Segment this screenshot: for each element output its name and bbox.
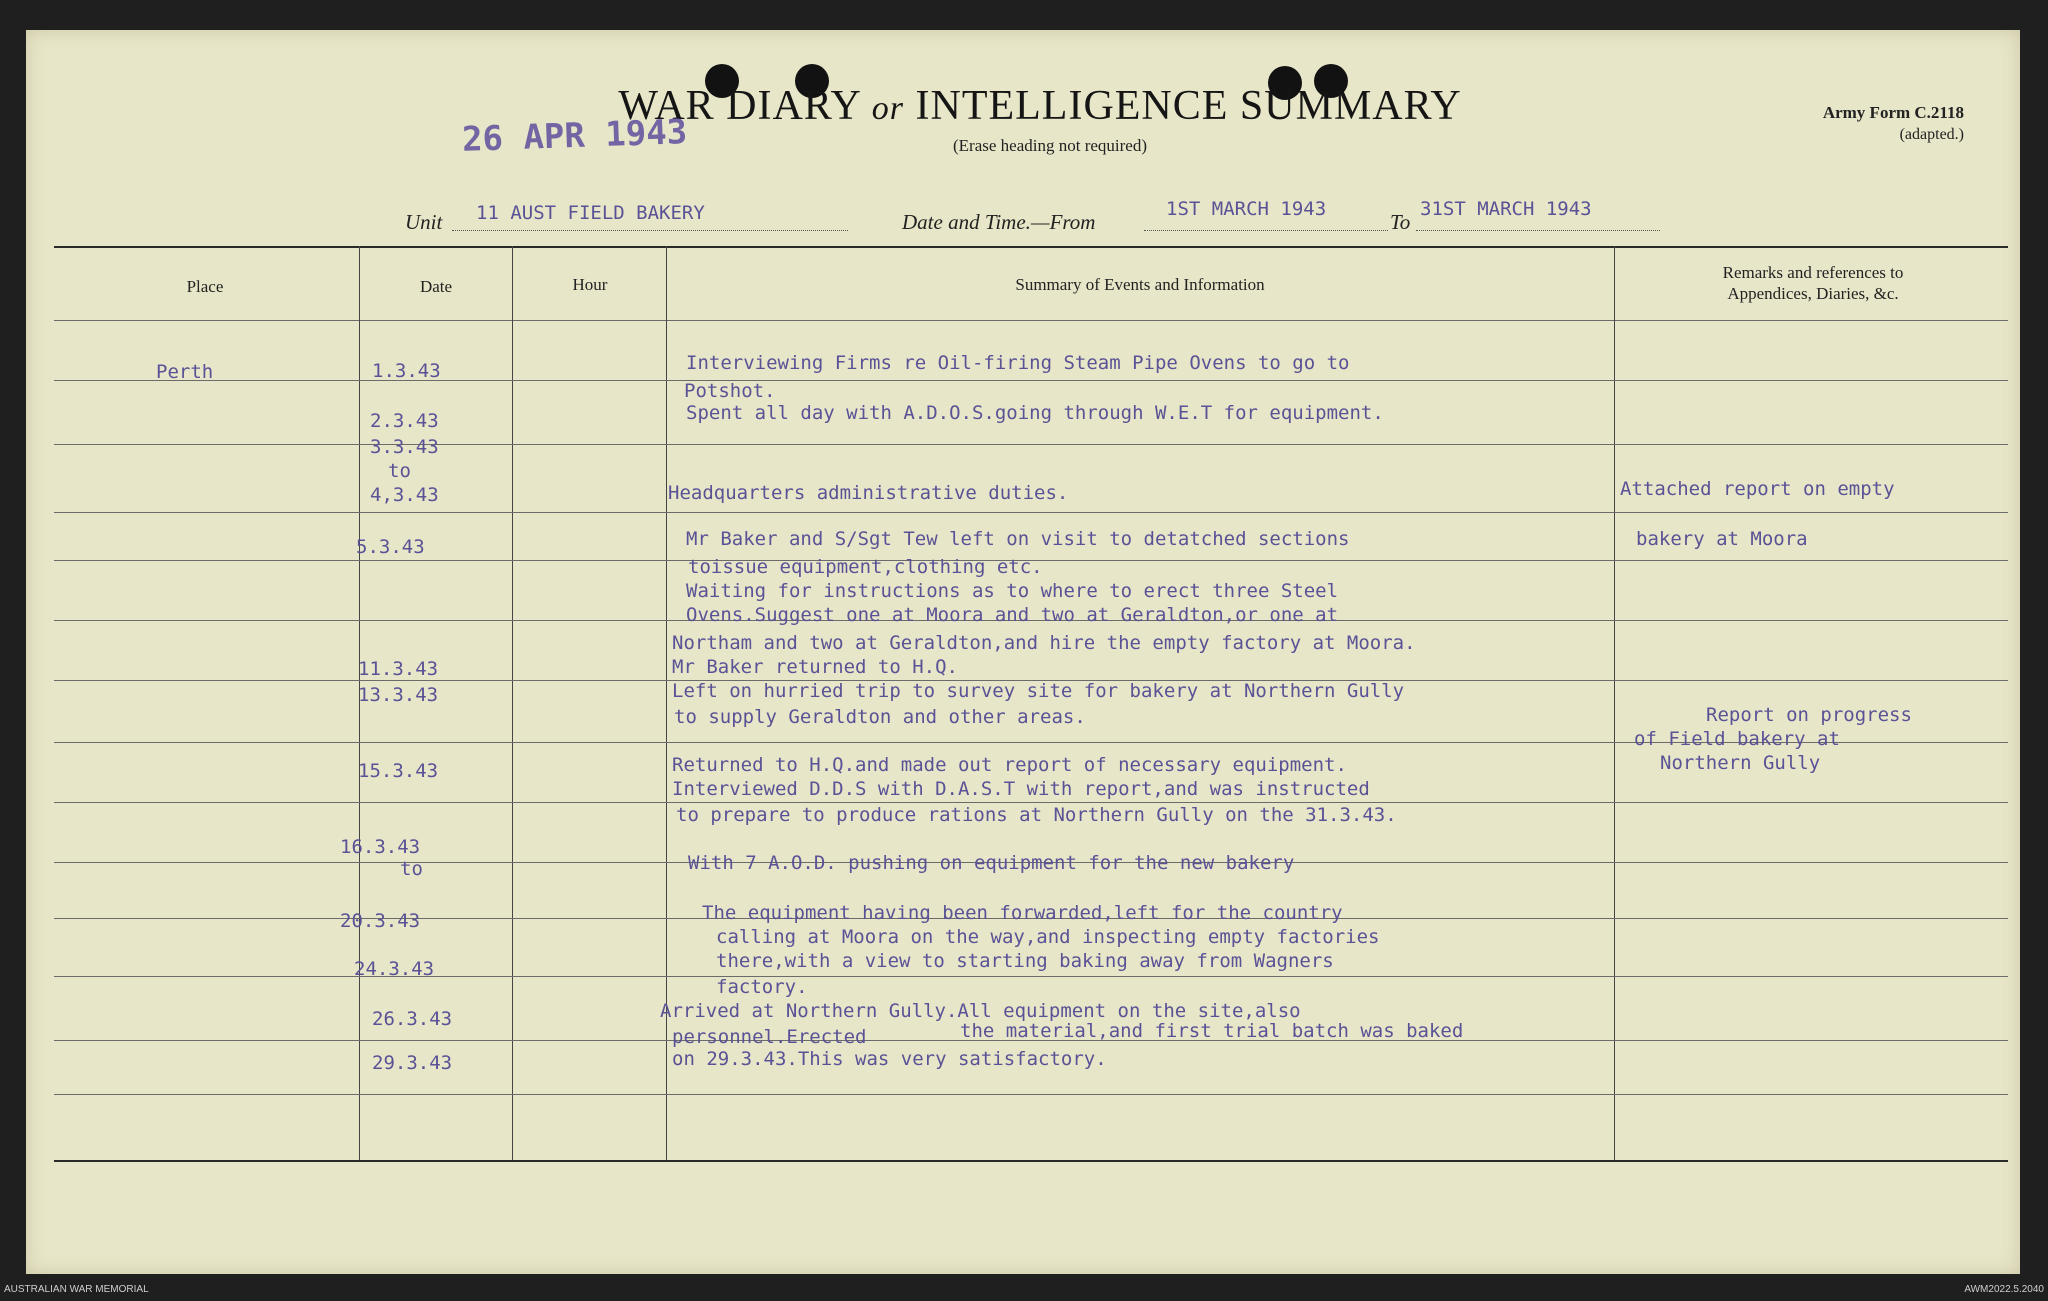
summary-line: Potshot. — [684, 380, 776, 402]
column-divider — [512, 246, 513, 1160]
remarks-line: of Field bakery at — [1634, 728, 1840, 750]
summary-line: Interviewing Firms re Oil-firing Steam Pipe Ovens to go to — [686, 352, 1350, 374]
summary-line: Arrived at Northern Gully.All equipment on the site,also — [660, 1000, 1301, 1022]
summary-line: The equipment having been forwarded,left for the country — [702, 902, 1343, 924]
date-entry: 4,3.43 — [370, 484, 439, 506]
summary-line: there,with a view to starting baking away from Wagners — [716, 950, 1334, 972]
summary-line: With 7 A.O.D. pushing on equipment for the new bakery — [688, 852, 1295, 874]
summary-line: Waiting for instructions as to where to erect three Steel — [686, 580, 1339, 602]
summary-line: Returned to H.Q.and made out report of necessary equipment. — [672, 754, 1347, 776]
column-header-summary: Summary of Events and Information — [1015, 275, 1265, 294]
page-title: WAR DIARY or INTELLIGENCE SUMMARY — [618, 83, 1462, 129]
form-number-label: Army Form C.2118 — [1822, 103, 1964, 122]
column-divider — [1614, 246, 1615, 1160]
date-to-value: 31ST MARCH 1943 — [1420, 198, 1592, 220]
date-entry: 26.3.43 — [372, 1008, 453, 1030]
remarks-line: Report on progress — [1706, 704, 1912, 726]
summary-line: personnel.Erected — [672, 1026, 867, 1048]
ruled-line — [54, 976, 2008, 977]
date-from-fill-line — [1144, 230, 1388, 231]
summary-line: Interviewed D.D.S with D.A.S.T with report,and was instructed — [672, 778, 1370, 800]
date-entry: 2.3.43 — [370, 410, 439, 432]
date-entry: 16.3.43 — [340, 836, 421, 858]
header-separator — [54, 320, 2008, 321]
date-entry: 29.3.43 — [372, 1052, 453, 1074]
date-entry: 1.3.43 — [372, 360, 441, 382]
column-header-remarks — [1618, 262, 2008, 304]
summary-line: Headquarters administrative duties. — [668, 482, 1069, 504]
ruled-line — [54, 1094, 2008, 1095]
date-entry: to — [400, 858, 423, 880]
received-stamp: 26 APR 1943 — [461, 112, 688, 160]
column-header-hour: Hour — [572, 275, 608, 294]
date-entry: 3.3.43 — [370, 436, 439, 458]
form-number — [1823, 102, 1964, 146]
column-header-date: Date — [419, 277, 453, 296]
remarks-header-line: Appendices, Diaries, &c. — [1727, 284, 1899, 303]
date-entry: 13.3.43 — [358, 684, 439, 706]
unit-fill-line — [452, 230, 848, 231]
summary-line: factory. — [716, 976, 808, 998]
form-adapted-label: (adapted.) — [1899, 126, 1964, 143]
summary-line: to prepare to produce rations at Northern Gully on the 31.3.43. — [676, 804, 1397, 826]
summary-line: Northam and two at Geraldton,and hire the empty factory at Moora. — [672, 632, 1416, 654]
footer-accession: AWM2022.5.2040 — [1964, 1284, 2044, 1295]
date-entry: 24.3.43 — [354, 958, 435, 980]
date-from-label: Date and Time.—From — [902, 210, 1096, 234]
date-entry: 11.3.43 — [358, 658, 439, 680]
remarks-line: Northern Gully — [1660, 752, 1821, 774]
summary-line: Mr Baker returned to H.Q. — [672, 656, 958, 678]
page-subtitle: (Erase heading not required) — [953, 136, 1147, 155]
date-to-label: To — [1390, 210, 1411, 234]
table-top-border — [54, 246, 2008, 248]
date-entry: 5.3.43 — [356, 536, 425, 558]
date-entry: 20.3.43 — [340, 910, 421, 932]
date-entry: 15.3.43 — [358, 760, 439, 782]
column-header-place: Place — [186, 277, 224, 296]
unit-value: 11 AUST FIELD BAKERY — [476, 202, 705, 224]
summary-line: calling at Moora on the way,and inspecting empty factories — [716, 926, 1380, 948]
summary-line: on 29.3.43.This was very satisfactory. — [672, 1048, 1107, 1070]
summary-line: Mr Baker and S/Sgt Tew left on visit to detatched sections — [686, 528, 1350, 550]
remarks-header-line: Remarks and references to — [1722, 263, 1904, 282]
date-to-fill-line — [1416, 230, 1660, 231]
summary-line: Ovens.Suggest one at Moora and two at Geraldton,or one at — [686, 604, 1339, 626]
ruled-line — [54, 802, 2008, 803]
ruled-line — [54, 380, 2008, 381]
column-divider — [666, 246, 667, 1160]
summary-line: Spent all day with A.D.O.S.going through W.E.T for equipment. — [686, 402, 1384, 424]
table-bottom-border — [54, 1160, 2008, 1162]
summary-line: Left on hurried trip to survey site for bakery at Northern Gully — [672, 680, 1405, 702]
summary-line: to supply Geraldton and other areas. — [674, 706, 1086, 728]
remarks-line: Attached report on empty — [1620, 478, 1895, 500]
summary-line: the material,and first trial batch was baked — [960, 1020, 1464, 1042]
summary-line: toissue equipment,clothing etc. — [688, 556, 1043, 578]
ruled-line — [54, 444, 2008, 445]
footer-credit: AUSTRALIAN WAR MEMORIAL — [4, 1284, 149, 1295]
date-entry: to — [388, 460, 411, 482]
unit-label: Unit — [405, 210, 443, 234]
remarks-line: bakery at Moora — [1636, 528, 1808, 550]
ruled-line — [54, 512, 2008, 513]
date-from-value: 1ST MARCH 1943 — [1166, 198, 1327, 220]
place-entry: Perth — [156, 361, 214, 383]
